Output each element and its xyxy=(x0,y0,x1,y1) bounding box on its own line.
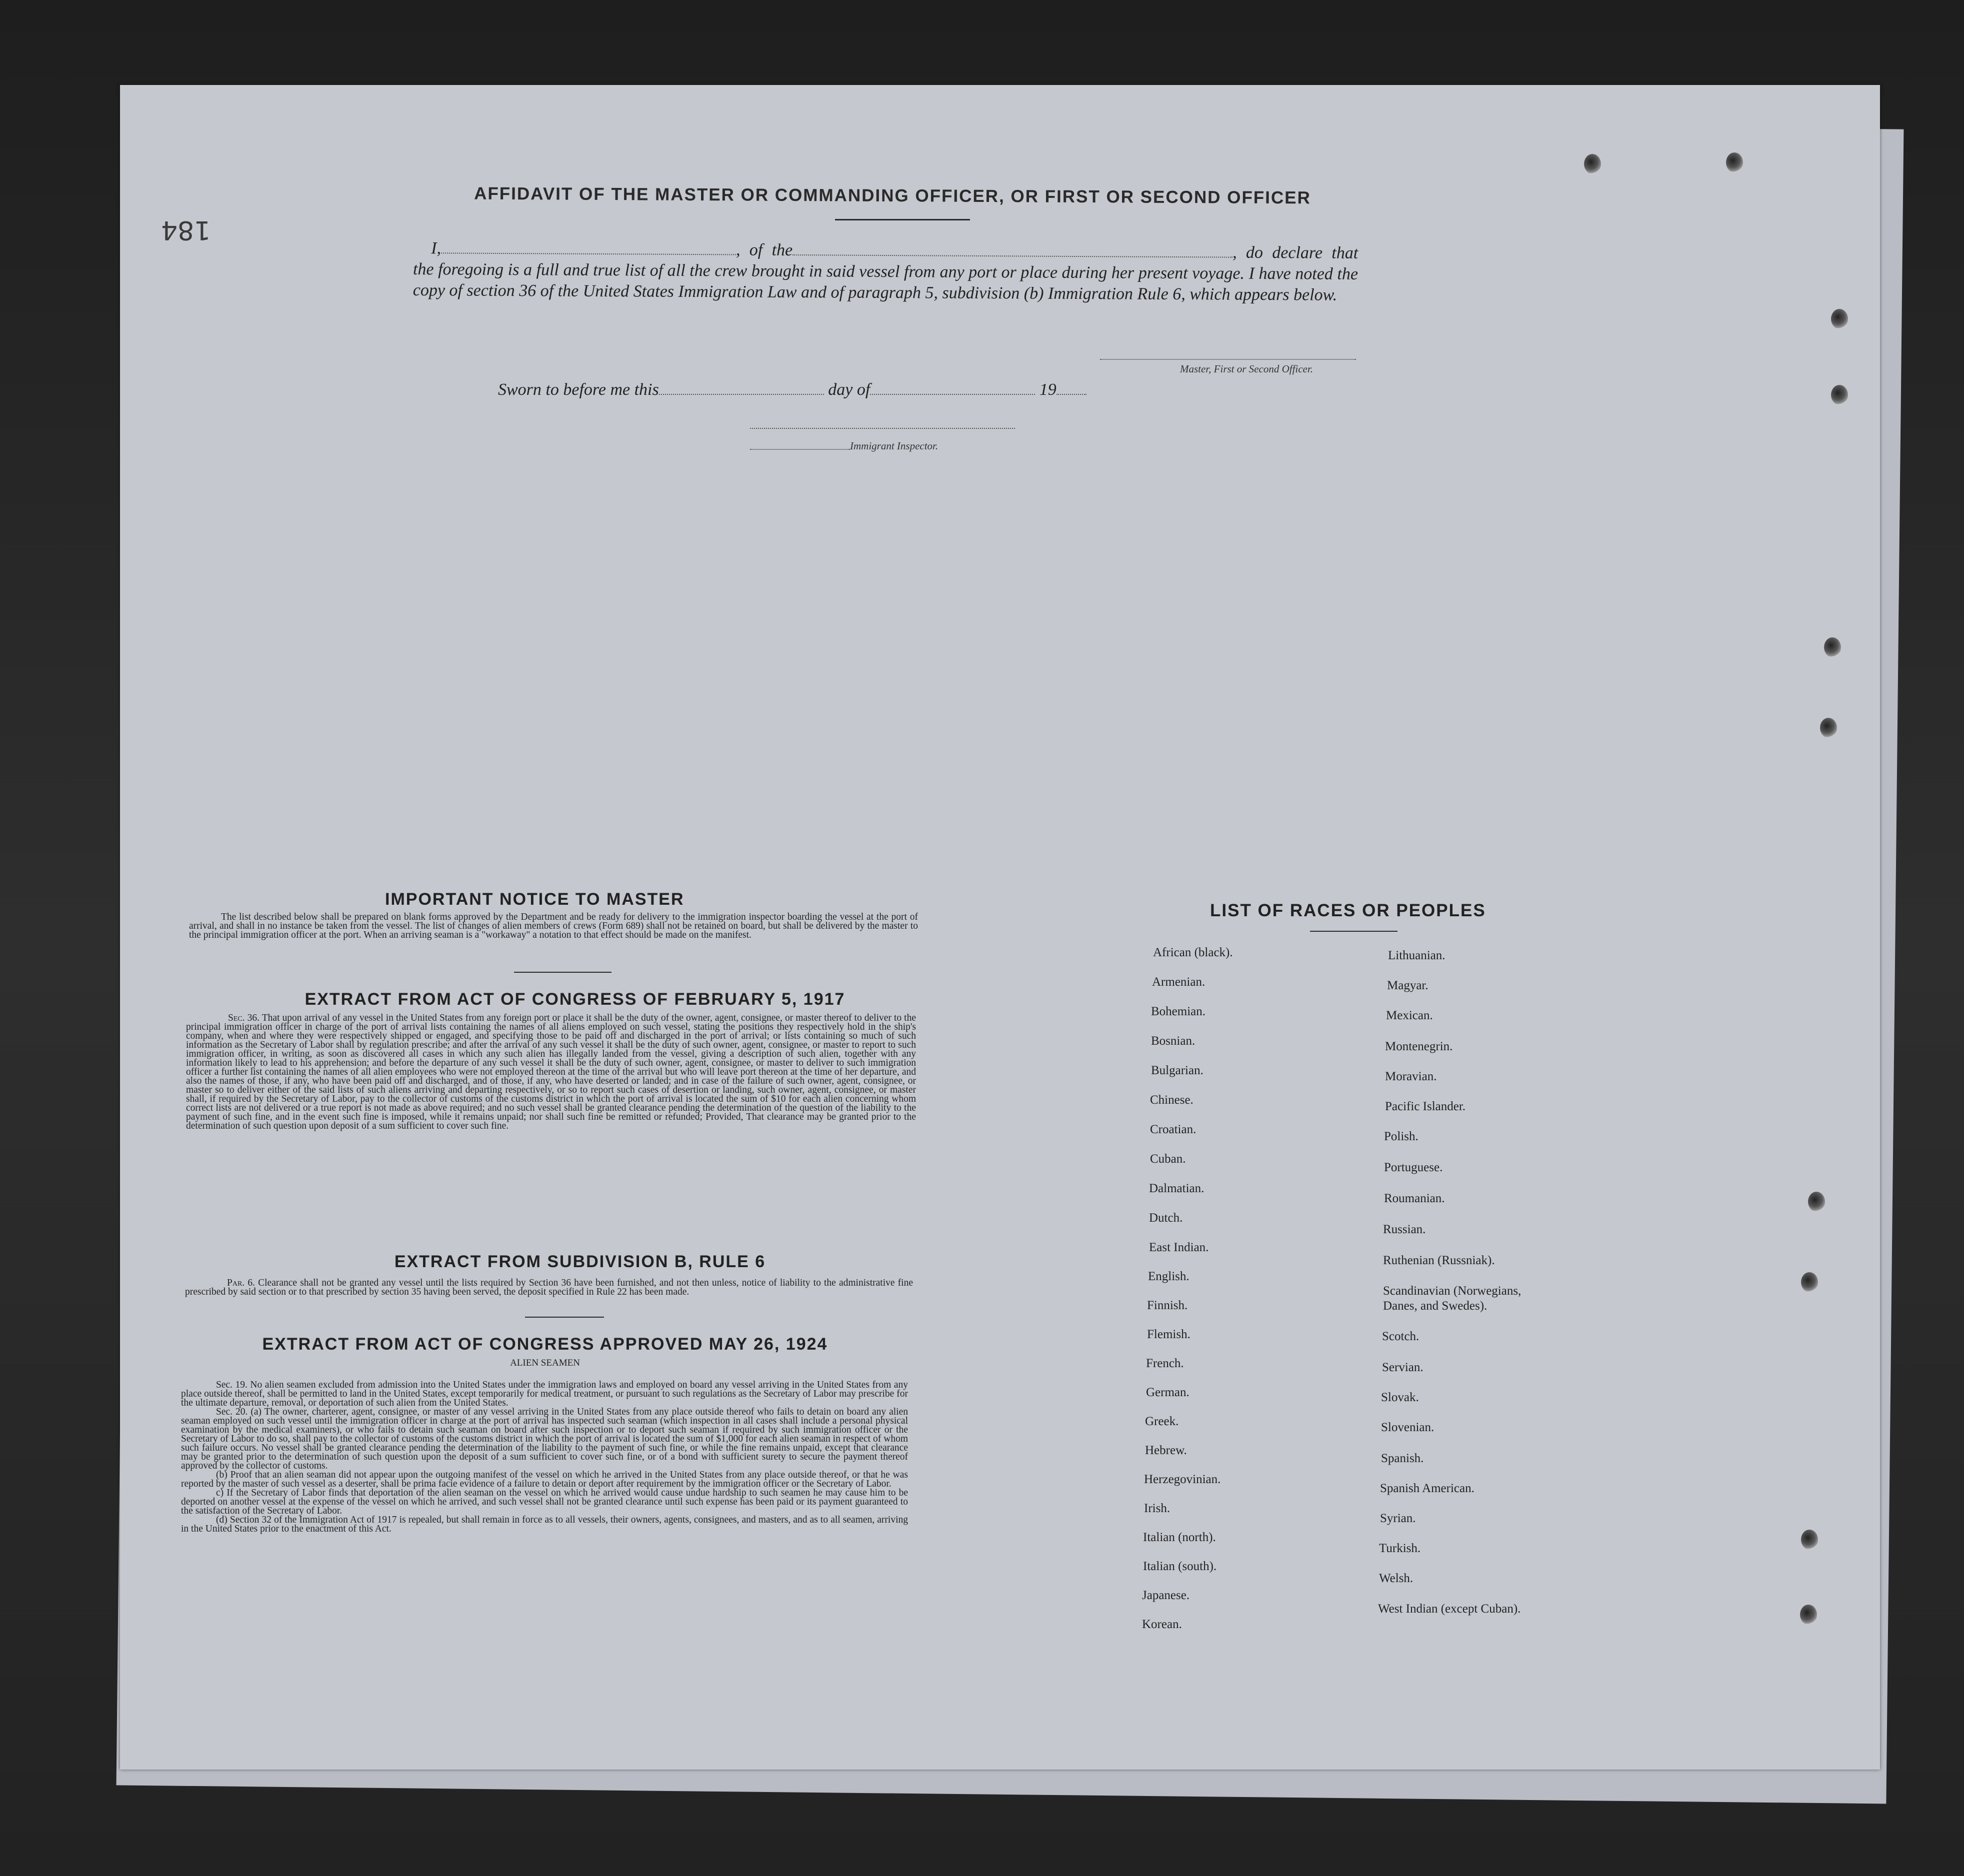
race-right: Portuguese. xyxy=(1384,1161,1443,1174)
punch-hole xyxy=(1800,1605,1817,1625)
race-right: Lithuanian. xyxy=(1388,949,1446,962)
declare-prefix: I, xyxy=(431,239,442,258)
inspector-line-upper[interactable] xyxy=(750,428,1015,429)
race-right: West Indian (except Cuban). xyxy=(1378,1602,1521,1616)
inspector-signature-line[interactable] xyxy=(750,449,850,450)
punch-hole xyxy=(1831,309,1848,329)
sworn-line xyxy=(498,380,1148,399)
notice-body-text: The list described below shall be prepared on blank forms approved by the Department and be ready for delivery to the immigration inspector boarding the vessel at the port of arrival, and shall in no instance be taken from the vessel. The list of changes of alien members of crews (Form 689) shall not be retained on board, but shall be delivered by the master to the principal immigration officer at the port. When an arriving seaman is a "workaway" a notation to that effect should be made on the manifest. xyxy=(189,912,918,940)
notice-rule xyxy=(514,972,612,973)
punch-hole xyxy=(1801,1272,1818,1292)
race-left: Irish. xyxy=(1144,1502,1170,1515)
name-field[interactable] xyxy=(441,237,736,255)
act-1917-body xyxy=(186,1014,916,1131)
punch-hole xyxy=(1824,637,1841,657)
punch-hole xyxy=(1808,1192,1825,1212)
rule-6-section: Par. 6. xyxy=(227,1278,255,1288)
act-1924-sec20a: Sec. 20. (a) The owner, charterer, agent, consignee, or master of any vessel arriving in the United States from any place outside thereof who fails to detain on board any alien seaman employed on such vessel until the immigration officer in charge at the port of arrival has inspected such seaman (which inspection in all cases shall include a personal physical examination by the medical examiners), or who fails to detain such seaman on board after such inspection or to deport such seaman if required by such immigration officer or the Secretary of Labor to do so, shall pay to the collector of customs of the customs district in which the port of arrival is located the sum of $1,000 for each alien seaman in respect of whom such failure occurs. No vessel shall be granted clearance pending the determination of the liability to the payment of such fine, or while the fine remains unpaid, except that clearance may be granted prior to the determination of such question upon the deposit of a sum sufficient to cover such fine, or of a bond with sufficient surety to secure the payment thereof approved by the collector of customs. xyxy=(181,1407,908,1471)
race-left: Japanese. xyxy=(1142,1589,1190,1602)
notice-body xyxy=(189,913,918,940)
race-left: Korean. xyxy=(1142,1618,1182,1631)
act-1924-sec20c: c) If the Secretary of Labor finds that deportation of the alien seaman on the vessel on which he arrived would cause undue hardship to such seamen he may cause him to be deported on another vessel at the expense of the vessel on which he arrived, and such vessel shall not be granted clearance until such expense has been paid or its payment guaranteed to the satisfaction of the Secretary of Labor. xyxy=(181,1488,908,1516)
race-right: Spanish American. xyxy=(1380,1482,1474,1495)
officer-caption: Master, First or Second Officer. xyxy=(1180,363,1313,375)
sworn-day-field[interactable] xyxy=(659,380,824,395)
act-1924-body xyxy=(181,1381,908,1534)
rule-6-rule xyxy=(525,1317,604,1318)
race-right: Servian. xyxy=(1382,1361,1424,1374)
rule-6-title: EXTRACT FROM SUBDIVISION B, RULE 6 xyxy=(394,1252,766,1271)
race-left: Bosnian. xyxy=(1151,1034,1196,1048)
race-left: English. xyxy=(1148,1270,1190,1283)
race-left: Cuban. xyxy=(1150,1152,1186,1166)
punch-hole xyxy=(1584,154,1601,174)
race-left: Italian (north). xyxy=(1143,1531,1216,1544)
declare-body: that the foregoing is a full and true list of all the crew brought in said vessel from any port or place during her present voyage. I have noted the copy of section 36 of the United States Immigration Law and of paragraph 5, subdivision (b) Immigration Rule 6, which appears below. xyxy=(412,243,1358,304)
punch-hole xyxy=(1801,1530,1818,1550)
sworn-year: 19 xyxy=(1039,380,1056,399)
race-left: French. xyxy=(1146,1357,1184,1370)
notice-title: IMPORTANT NOTICE TO MASTER xyxy=(385,890,684,909)
race-right: Moravian. xyxy=(1385,1070,1437,1083)
rule-6-body xyxy=(185,1279,913,1297)
act-1917-text: That upon arrival of any vessel in the United States from any foreign port or place it shall be the duty of the owner, agent, consignee, or master thereof to deliver to the principal immigration officer in charge of the port of arrival lists containing the names of all aliens employed on such vessel, stating the positions they respectively hold in the ship's company, when and where they were respectively shipped or engaged, and specifying those to be paid off and discharged in the port of arrival; or lists containing so much of such information as the Secretary of Labor shall by regulation prescribe; and after the arrival of any such vessel it shall be the duty of such owner, agent, consignee, or master to report to such immigration officer, in writing, as soon as discovered all cases in which any such alien has illegally landed from the vessel, giving a description of such alien, together with any information likely to lead to his apprehension; and before the departure of any such vessel it shall be the duty of such owner, agent, consignee, or master to deliver to such immigration officer a further list containing the names of all alien employees who were not employed thereon at the time of the arrival but who will leave port thereon at the time of her departure, and also the names of those, if any, who have been paid off and discharged, and of those, if any, who have deserted or landed; and in case of the failure of such owner, agent, consignee, or master so to deliver either of the said lists of such aliens arriving and departing respectively, or so to report such cases of desertion or landing, such owner, agent, consignee, or master shall, if required by the Secretary of Labor, pay to the collector of customs of the customs district in which the port of arrival is located the sum of $10 for each alien concerning whom correct lists are not delivered or a true report is not made as above required; and no such vessel shall be granted clearance pending the determination of the question of the liability to the payment of such fine, and in the event such fine is imposed, while it remains unpaid; nor shall such fine be remitted or refunded; Provided, That clearance may be granted prior to the determination of such question upon deposit of a sum sufficient to cover such fine. xyxy=(186,1013,916,1131)
act-1917-title: EXTRACT FROM ACT OF CONGRESS OF FEBRUARY 5, 1917 xyxy=(304,990,846,1009)
act-1924-title: EXTRACT FROM ACT OF CONGRESS APPROVED MAY 26, 1924 xyxy=(262,1335,828,1354)
declaration-text xyxy=(413,237,1358,306)
race-left: Dutch. xyxy=(1149,1211,1183,1225)
affidavit-title: AFFIDAVIT OF THE MASTER OR COMMANDING OFFICER, OR FIRST OR SECOND OFFICER xyxy=(474,183,1311,208)
race-left: Herzegovinian. xyxy=(1144,1473,1221,1486)
sworn-year-field[interactable] xyxy=(1056,380,1086,395)
race-left: East Indian. xyxy=(1149,1241,1209,1254)
act-1924-sec20b: (b) Proof that an alien seaman did not appear upon the outgoing manifest of the vessel on which he arrived in the United States from any place outside thereof, or that he was reported by the master of such vessel as a deserter, shall be prima facie evidence of a failure to detain or deport after requirement by the immigration officer or the Secretary of Labor. xyxy=(181,1470,908,1489)
race-left: Bulgarian. xyxy=(1151,1064,1204,1077)
race-left: Bohemian. xyxy=(1151,1005,1206,1018)
act-1917-section: Sec. 36. xyxy=(228,1013,260,1023)
sworn-text: Sworn to before me this xyxy=(498,380,659,399)
race-left: Croatian. xyxy=(1150,1123,1196,1136)
race-left: Chinese. xyxy=(1150,1093,1194,1107)
race-right: Slovenian. xyxy=(1381,1421,1434,1434)
race-right: Scotch. xyxy=(1382,1330,1420,1343)
race-right: Welsh. xyxy=(1379,1572,1414,1585)
race-right: Spanish. xyxy=(1381,1452,1424,1465)
declare-of: , of the xyxy=(736,240,793,260)
title-rule xyxy=(835,219,970,220)
race-left: Finnish. xyxy=(1147,1299,1188,1312)
race-right: Turkish. xyxy=(1379,1542,1421,1555)
race-left: German. xyxy=(1146,1386,1190,1399)
vessel-field[interactable] xyxy=(792,239,1232,258)
race-right: Mexican. xyxy=(1386,1009,1433,1022)
race-left: African (black). xyxy=(1153,946,1233,959)
race-left: Hebrew. xyxy=(1145,1444,1187,1457)
rule-6-text: Clearance shall not be granted any vessel until the lists required by Section 36 have been furnished, and not then unless, notice of liability to the administrative fine prescribed by said section or to that prescribed by section 35 having been served, the deposit specified in Rule 22 has been made. xyxy=(185,1278,913,1297)
sworn-month-field[interactable] xyxy=(870,380,1035,395)
act-1924-subtitle: ALIEN SEAMEN xyxy=(510,1358,580,1368)
act-1924-sec20d: (d) Section 32 of the Immigration Act of 1917 is repealed, but shall remain in force as to all vessels, their owners, agents, consignees, and masters, and as to all seamen, arriving in the United States prior to the enactment of this Act. xyxy=(181,1515,908,1534)
race-left: Armenian. xyxy=(1152,975,1206,989)
margin-number: 184 xyxy=(161,215,211,245)
race-right: Polish. xyxy=(1384,1130,1418,1143)
declare-do: , do declare xyxy=(1232,243,1323,262)
races-title: LIST OF RACES OR PEOPLES xyxy=(1210,901,1486,920)
race-right: Russian. xyxy=(1383,1223,1426,1236)
punch-hole xyxy=(1726,152,1743,172)
punch-hole xyxy=(1820,718,1837,738)
race-right: Slovak. xyxy=(1381,1391,1419,1404)
race-right: Syrian. xyxy=(1380,1512,1416,1525)
race-left: Flemish. xyxy=(1147,1328,1190,1341)
races-rule xyxy=(1310,931,1398,932)
inspector-caption: Immigrant Inspector. xyxy=(850,440,938,452)
race-left: Italian (south). xyxy=(1143,1560,1217,1573)
sworn-day: day of xyxy=(828,380,870,399)
officer-signature-line[interactable] xyxy=(1100,359,1356,360)
race-right: Pacific Islander. xyxy=(1385,1100,1466,1113)
race-right: Scandinavian (Norwegians, Danes, and Swedes). xyxy=(1383,1284,1522,1313)
race-right: Montenegrin. xyxy=(1385,1040,1453,1053)
punch-hole xyxy=(1831,385,1848,405)
race-left: Dalmatian. xyxy=(1149,1182,1204,1195)
race-right: Roumanian. xyxy=(1384,1192,1445,1205)
race-left: Greek. xyxy=(1145,1415,1179,1428)
act-1924-sec19: Sec. 19. No alien seamen excluded from admission into the United States under the immigration laws and employed on board any vessel arriving in the United States from any place outside thereof, shall be permitted to land in the United States, except temporarily for medical treatment, or pursuant to such regulations as the Secretary of Labor may prescribe for the ultimate departure, removal, or deportation of such alien from the United States. xyxy=(181,1380,908,1408)
race-right: Magyar. xyxy=(1387,979,1428,992)
race-right: Ruthenian (Russniak). xyxy=(1383,1254,1495,1267)
